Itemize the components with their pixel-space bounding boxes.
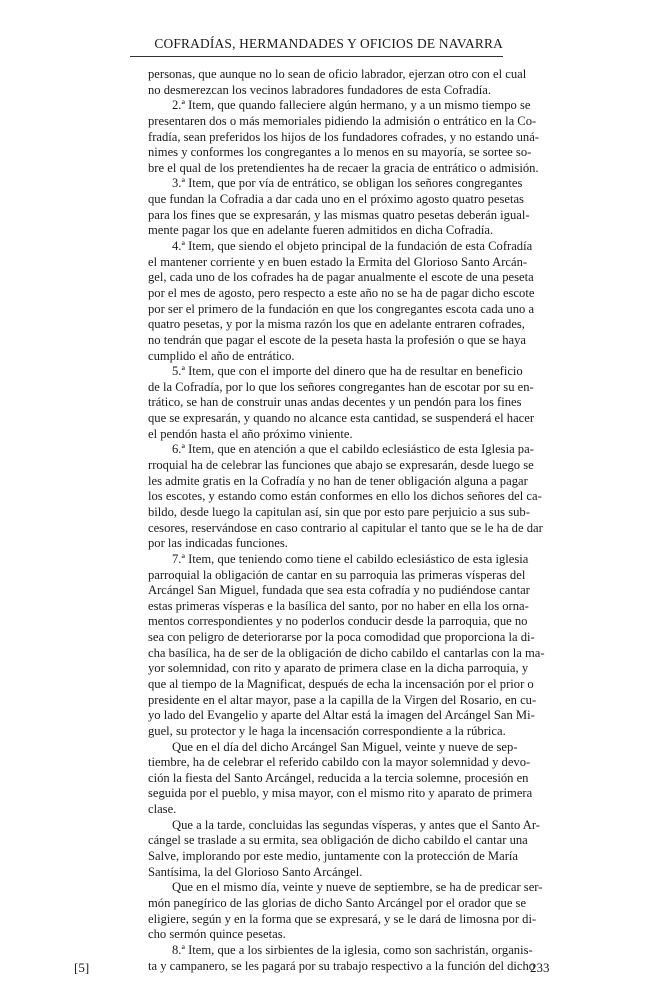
text-line: mente pagar los que en adelante fueren admitidos en dicha Cofradía. (148, 223, 494, 238)
text-line: para los fines que se expresarán, y las mismas quatro pesetas deberán igual- (148, 207, 530, 222)
text-line: seguida por el pueblo, y misa mayor, con el mismo rito y aparato de primera (148, 786, 533, 801)
text-line: 6.ª Item, que en atención a que el cabildo eclesiástico de esta Iglesia pa- (172, 442, 534, 457)
text-line: nimes y conformes los congregantes a lo menos en su mayoría, se sortee so- (148, 145, 532, 160)
text-line: cho sermón quince pesetas. (148, 927, 286, 942)
text-line: yor solemnidad, con rito y aparato de primera clase en la dicha parroquia, y (148, 661, 529, 676)
text-line: presentaren dos o más memoriales pidiendo la admisión o entrático en la Co- (148, 113, 537, 128)
text-line: mentos correspondientes y no poderlos conducir desde la parroquia, que no (148, 614, 528, 629)
text-line: guel, su protector y le haga la incensación correspondiente a la rúbrica. (148, 723, 506, 738)
text-line: estas primeras vísperas e la basílica del santo, por no haber en ella los orna- (148, 598, 529, 613)
text-line: rroquial ha de celebrar las funciones que abajo se expresarán, desde luego se (148, 458, 534, 473)
text-line: no desmerezcan los vecinos labradores fundadores de esta Cofradía. (148, 82, 492, 97)
text-line: que fundan la Cofradia a dar cada uno en el próximo agosto quatro pesetas (148, 192, 524, 207)
text-line: Que en el mismo día, veinte y nueve de septiembre, se ha de predicar ser- (172, 880, 543, 895)
text-line: tiembre, ha de celebrar el referido cabildo con la mayor solemnidad y devo- (148, 755, 531, 770)
text-line: el pendón hasta el año próximo viniente. (148, 426, 353, 441)
text-line: 3.ª Item, que por vía de entrático, se obligan los señores congregantes (172, 176, 523, 191)
text-line: quatro pesetas, y por la misma razón los que en adelante entraren cofrades, (148, 317, 525, 332)
text-line: ción la fiesta del Santo Arcángel, reducida a la tercia solemne, procesión en (148, 770, 529, 785)
text-line: fradía, sean preferidos los hijos de los fundadores cofrades, y no estando uná- (148, 129, 539, 144)
text-line: no tendrán que pagar el escote de la peseta hasta la profesión o que se haya (148, 332, 527, 347)
text-line: Arcángel San Miguel, fundada que sea esta cofradía y no pudiéndose cantar (148, 583, 530, 598)
text-line: cesores, reservándose en caso contrario al capitular el tanto que se le ha de dar (148, 520, 543, 535)
text-line: presidente en el altar mayor, pase a la capilla de la Virgen del Rosario, en cu- (148, 692, 537, 707)
text-line: el mantener corriente y en buen estado la Ermita del Glorioso Santo Arcán- (148, 254, 528, 269)
text-line: que al tiempo de la Magnificat, después de echa la incensación por el prior o (148, 676, 534, 691)
text-line: cumplido el año de entrático. (148, 348, 295, 363)
text-line: yo lado del Evangelio y aparte del Altar está la imagen del Arcángel San Mi- (148, 708, 535, 723)
text-line: bre el qual de los pretendientes ha de recaer la gracia de entrático o admisión. (148, 160, 539, 175)
text-line: cángel se traslade a su ermita, sea obligación de dicho cabildo el cantar una (148, 833, 528, 848)
text-line: de la Cofradía, por lo que los señores congregantes han de escotar por su en- (148, 379, 534, 394)
text-line: por ser el primero de la fundación en que los congregantes escota cada uno a (148, 301, 535, 316)
text-line: 8.ª Item, que a los sirbientes de la iglesia, como son sachristán, organis- (172, 942, 533, 957)
text-line: clase. (148, 802, 177, 817)
folio-left: [5] (74, 960, 90, 975)
text-line: Salve, implorando por este medio, juntamente con la protección de María (148, 849, 518, 864)
text-line: 4.ª Item, que siendo el objeto principal de la fundación de esta Cofradía (172, 239, 533, 254)
text-line: món panegírico de las glorias de dicho Santo Arcángel por el orador que se (148, 895, 527, 910)
text-line: ta y campanero, se les pagará por su trabajo respectivo a la función del dicho (148, 958, 536, 973)
text-line: los escotes, y estando como están conformes en ello los dichos señores del ca- (148, 489, 542, 504)
text-line: gel, cada uno de los cofrades ha de pagar anualmente el escote de una peseta (148, 270, 534, 285)
text-line: parroquial la obligación de cantar en su parroquia las primeras vísperas del (148, 567, 526, 582)
header-rule (130, 56, 503, 57)
text-line: trático, se han de construir unas andas decentes y un pendón para los fines (148, 395, 522, 410)
text-line: por el mes de agosto, pero respecto a este año no se ha de pagar dicho escote (148, 285, 535, 300)
text-line: 2.ª Item, que quando falleciere algún hermano, y a un mismo tiempo se (172, 98, 531, 113)
text-line: eligiere, según y en la forma que se expresará, y se le dará de limosna por di- (148, 911, 537, 926)
text-line: 5.ª Item, que con el importe del dinero que ha de resultar en beneficio (172, 364, 523, 379)
text-line: que se expresarán, y quando no alcance esta cantidad, se suspenderá el hacer (148, 411, 535, 426)
running-head: COFRADÍAS, HERMANDADES Y OFICIOS DE NAVARRA (154, 36, 503, 51)
text-line: cha basílica, ha de ser de la obligación de dicho cabildo el cantarlas con la ma- (148, 645, 545, 660)
text-line: personas, que aunque no lo sean de oficio labrador, ejerzan otro con el cual (148, 67, 527, 81)
page-number: 233 (530, 960, 550, 975)
text-line: Que en el día del dicho Arcángel San Miguel, veinte y nueve de sep- (172, 739, 518, 754)
text-line: sea con peligro de deteriorarse por la poca comodidad que proporciona la di- (148, 630, 535, 645)
text-line: 7.ª Item, que teniendo como tiene el cabildo eclesiástico de esta iglesia (172, 551, 529, 566)
text-line: les admite gratis en la Cofradía y no han de tener obligación alguna a pagar (148, 473, 528, 488)
text-line: bildo, desde luego la capitulan así, sin que por esto pare perjuicio a sus sub- (148, 504, 530, 519)
text-line: Que a la tarde, concluidas las segundas vísperas, y antes que el Santo Ar- (172, 817, 541, 832)
text-line: Santísima, la del Glorioso Santo Arcángel. (148, 864, 363, 879)
text-line: por las indicadas funciones. (148, 536, 288, 551)
